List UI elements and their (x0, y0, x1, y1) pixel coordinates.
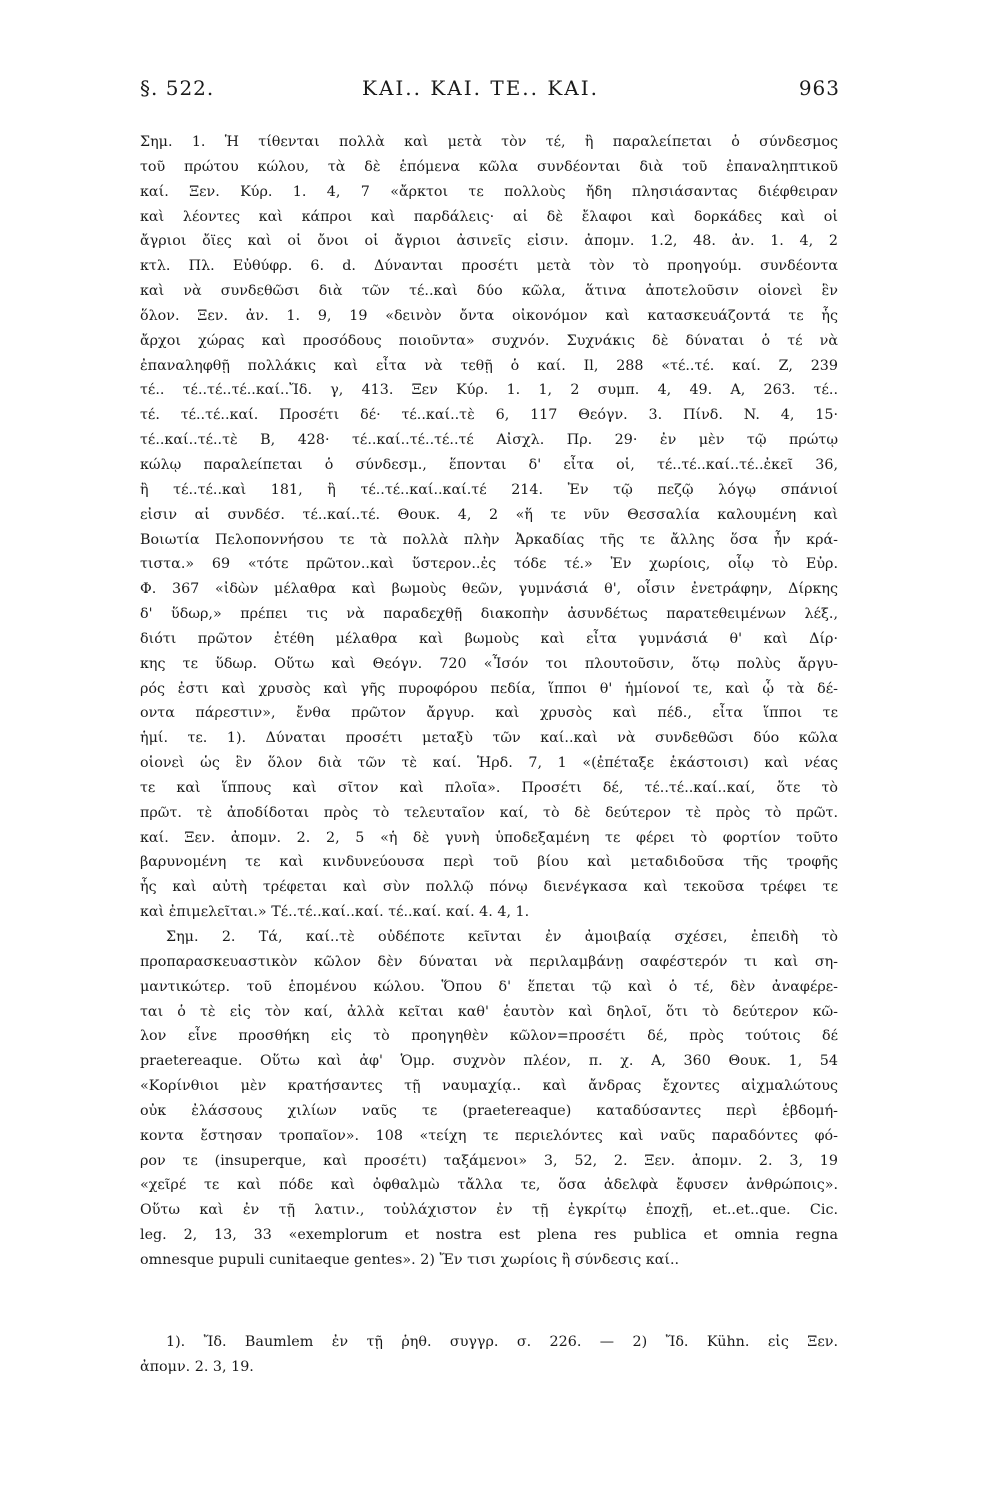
text-line: ἡμί. τε. 1). Δύναται προσέτι μεταξὺ τῶν καί..καὶ νὰ συνδεθῶσι δύο κῶλα (140, 730, 838, 747)
section-number: §. 522. (140, 76, 215, 100)
text-line: καί. Ξεν. ἀπομν. 2. 2, 5 «ἡ δὲ γυνὴ ὑποδεξαμένη τε φέρει τὸ φορτίον τοῦτο (140, 829, 838, 846)
text-line: ἐπαναληφθῇ πολλάκις καὶ εἶτα νὰ τεθῇ ὁ καί. Il, 288 «τέ..τέ. καί. Z, 239 (140, 357, 838, 374)
text-line: ἧς καὶ αὐτὴ τρέφεται καὶ σὺν πολλῷ πόνῳ διενέγκασα καὶ τεκοῦσα τρέφει τε (140, 879, 838, 896)
body-text (140, 130, 838, 1273)
text-line: Σημ. 2. Τά, καί..τὲ οὐδέποτε κεῖνται ἐν ἀμοιβαίᾳ σχέσει, ἐπειδὴ τὸ (166, 929, 838, 945)
text-line: ὅλον. Ξεν. ἀν. 1. 9, 19 «δεινὸν ὄντα οἰκονόμον καὶ κατασκευάζοντά τε ἧς (140, 307, 838, 324)
text-line: βαρυνομένη τε καὶ κινδυνεύουσα περὶ τοῦ βίου καὶ μεταδιδοῦσα τῆς τροφῆς (140, 854, 838, 871)
text-line: κης τε ὕδωρ. Οὕτω καὶ Θεόγν. 720 «Ἶσόν τοι πλουτοῦσιν, ὅτῳ πολὺς ἄργυ- (140, 655, 838, 672)
footnote-line: 1). Ἴδ. Baumlem ἐν τῇ ῥηθ. συγγρ. σ. 226. — 2) Ἴδ. Kühn. εἰς Ξεν. (166, 1334, 838, 1350)
text-line: κοντα ἔστησαν τροπαῖον». 108 «τείχη τε περιελόντες καὶ ναῦς παραδόντες φό- (140, 1127, 838, 1144)
text-line: ἄγριοι ὄϊες καὶ οἱ ὄνοι οἱ ἄγριοι ἀσινεῖς εἰσιν. ἀπομν. 1.2, 48. ἀν. 1. 4, 2 (140, 233, 838, 250)
text-line: τιστα.» 69 «τότε πρῶτον..καὶ ὕστερον..ἐς τόδε τέ.» Ἐν χωρίοις, οἷῳ τὸ Εὐρ. (140, 556, 838, 573)
text-line: κώλῳ παραλείπεται ὁ σύνδεσμ., ἕπονται δ' εἶτα οἱ, τέ..τέ..καί..τέ..ἐκεῖ 36, (140, 456, 838, 473)
text-line: πρῶτ. τὲ ἀποδίδοται πρὸς τὸ τελευταῖον καί, τὸ δὲ δεύτερον τὲ πρὸς τὸ πρῶτ. (140, 804, 838, 821)
running-title: ΚΑΙ.. ΚΑΙ. ΤΕ.. ΚΑΙ. (362, 76, 600, 100)
text-line: ρον τε (insuperque, καὶ προσέτι) ταξάμενοι» 3, 52, 2. Ξεν. ἀπομν. 2. 3, 19 (140, 1152, 838, 1169)
text-line: τε καὶ ἵππους καὶ σῖτον καὶ πλοῖα». Προσέτι δέ, τέ..τέ..καί..καί, ὅτε τὸ (140, 779, 838, 796)
text-line: «Κορίνθιοι μὲν κρατήσαντες τῇ ναυμαχίᾳ.. καὶ ἄνδρας ἔχοντες αἰχμαλώτους (140, 1078, 838, 1095)
page-number: 963 (798, 76, 840, 100)
text-line: δ' ὕδωρ,» πρέπει τις νὰ παραδεχθῇ διακοπὴν ἀσυνδέτως παρατεθειμένων λέξ., (140, 606, 838, 623)
text-line: οντα πάρεστιν», ἔνθα πρῶτον ἄργυρ. καὶ χρυσὸς καὶ πέδ., εἶτα ἵπποι τε (140, 705, 838, 722)
text-line: καὶ ἐπιμελεῖται.» Τέ..τέ..καί..καί. τέ..καί. καί. 4. 4, 1. (140, 904, 530, 921)
text-line: καὶ νὰ συνδεθῶσι διὰ τῶν τέ..καὶ δύο κῶλα, ἅτινα ἀποτελοῦσιν οἱονεὶ ἓν (140, 283, 838, 300)
text-line: τέ..καί..τέ..τὲ B, 428· τέ..καί..τέ..τέ..τέ Αἰσχλ. Πρ. 29· ἐν μὲν τῷ πρώτῳ (140, 432, 838, 449)
text-line: καὶ λέοντες καὶ κάπροι καὶ παρδάλεις· αἱ δὲ ἔλαφοι καὶ δορκάδες καὶ οἱ (140, 208, 838, 225)
text-line: λον εἶνε προσθήκη εἰς τὸ προηγηθὲν κῶλον=προσέτι δέ, πρὸς τούτοις δέ (140, 1028, 838, 1045)
text-line: τέ.. τέ..τέ..τέ..καί..Ἴδ. γ, 413. Ξεν Κύρ. 1. 1, 2 συμπ. 4, 49. A, 263. τέ.. (140, 382, 838, 399)
text-line: οὐκ ἐλάσσους χιλίων ναῦς τε (praetereaque) καταδύσαντες περὶ ἑβδομή- (140, 1102, 838, 1119)
text-line: τοῦ πρώτου κώλου, τὰ δὲ ἑπόμενα κῶλα συνδέονται διὰ τοῦ ἐπαναληπτικοῦ (140, 158, 838, 175)
text-line: μαντικώτερ. τοῦ ἑπομένου κώλου. Ὅπου δ' ἕπεται τῷ καὶ ὁ τέ, δὲν ἀναφέρε- (140, 978, 838, 995)
text-line: Φ. 367 «ἰδὼν μέλαθρα καὶ βωμοὺς θεῶν, γυμνάσιά θ', οἷσιν ἐνετράφην, Δίρκης (140, 581, 838, 598)
text-line: Βοιωτία Πελοποννήσου τε τὰ πολλὰ πλὴν Ἀρκαδίας τῆς τε ἄλλης ὅσα ἦν κρά- (140, 531, 838, 548)
text-line: εἰσιν αἱ συνδέσ. τέ..καί..τέ. Θουκ. 4, 2 «ἥ τε νῦν Θεσσαλία καλουμένη καὶ (140, 506, 838, 523)
footnote-line: ἀπομν. 2. 3, 19. (140, 1358, 254, 1375)
text-line: διότι πρῶτον ἐτέθη μέλαθρα καὶ βωμοὺς καὶ εἶτα γυμνάσιά θ' καὶ Δίρ· (140, 630, 838, 647)
text-line: κτλ. Πλ. Εὐθύφρ. 6. d. Δύνανται προσέτι μετὰ τὸν τὸ προηγούμ. συνδέοντα (140, 258, 838, 275)
text-line: Οὕτω καὶ ἐν τῇ λατιν., τοὐλάχιστον ἐν τῇ ἐγκρίτῳ ἐποχῇ, et..et..que. Cic. (140, 1202, 838, 1219)
text-line: ἄρχοι χώρας καὶ προσόδους ποιοῦντα» συχνόν. Συχνάκις δὲ δύναται ὁ τέ νὰ (140, 332, 838, 349)
text-line: τέ. τέ..τέ..καί. Προσέτι δέ· τέ..καί..τὲ 6, 117 Θεόγν. 3. Πίνδ. N. 4, 15· (140, 407, 838, 424)
text-line: omnesque pupuli cunitaeque gentes». 2) Ἔν τισι χωρίοις ἢ σύνδεσις καί.. (140, 1251, 680, 1268)
text-line: «χεῖρέ τε καὶ πόδε καὶ ὀφθαλμὼ τἄλλα τε, ὅσα ἀδελφὰ ἔφυσεν ἀνθρώποις». (140, 1177, 838, 1194)
text-line: praetereaque. Οὕτω καὶ ἀφ' Ὁμρ. συχνὸν πλέον, π. χ. A, 360 Θουκ. 1, 54 (140, 1053, 838, 1070)
text-line: προπαρασκευαστικὸν κῶλον δὲν δύναται νὰ περιλαμβάνῃ σαφέστερόν τι καὶ ση- (140, 953, 838, 970)
footnotes (140, 1330, 838, 1380)
text-line: leg. 2, 13, 33 «exemplorum et nostra est plena res publica et omnia regna (140, 1227, 838, 1244)
text-line: ται ὁ τὲ εἰς τὸν καί, ἀλλὰ κεῖται καθ' ἑαυτὸν καὶ δηλοῖ, ὅτι τὸ δεύτερον κῶ- (140, 1003, 838, 1020)
text-line: Σημ. 1. Ἡ τίθενται πολλὰ καὶ μετὰ τὸν τέ, ἢ παραλείπεται ὁ σύνδεσμος (140, 134, 838, 150)
text-line: ρός ἐστι καὶ χρυσὸς καὶ γῆς πυροφόρου πεδία, ἵπποι θ' ἡμίονοί τε, καὶ ᾧ τὰ δέ- (140, 680, 838, 697)
running-header (140, 76, 840, 108)
text-line: οἱονεὶ ὡς ἓν ὅλον διὰ τῶν τὲ καί. Ἡρδ. 7, 1 «(ἐπέταξε ἑκάστοισι) καὶ νέας (140, 755, 838, 772)
text-line: ἢ τέ..τέ..καὶ 181, ἢ τέ..τέ..καί..καί.τέ 214. Ἐν τῷ πεζῷ λόγῳ σπάνιοί (140, 481, 838, 498)
text-line: καί. Ξεν. Κύρ. 1. 4, 7 «ἄρκτοι τε πολλοὺς ἤδη πλησιάσαντας διέφθειραν (140, 183, 838, 200)
